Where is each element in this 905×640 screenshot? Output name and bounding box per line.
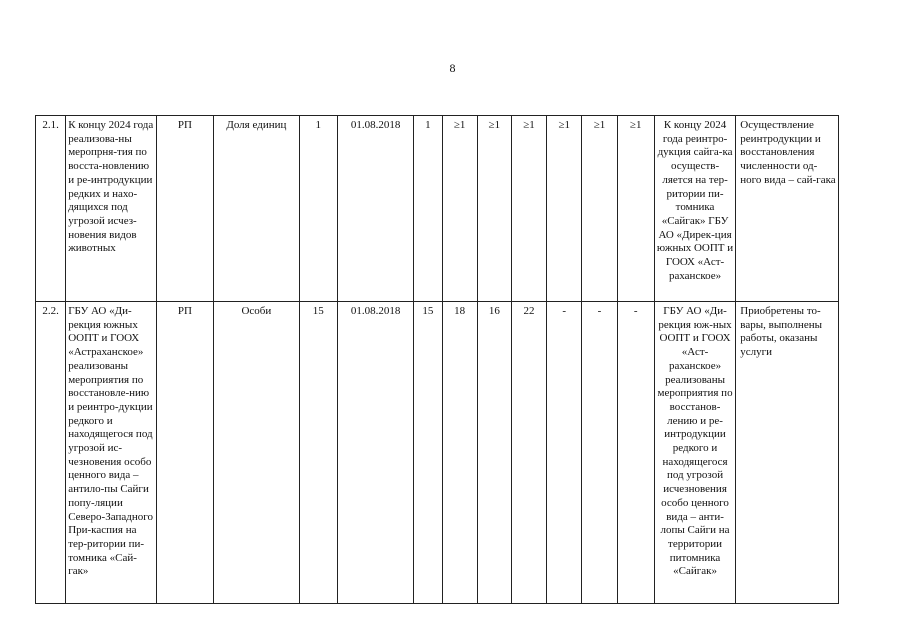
value-cell: - [582, 302, 617, 604]
value-cell: - [617, 302, 654, 604]
type-cell: РП [156, 302, 213, 604]
note-cell: Осуществление реинтродукции и восстановления численности од-ного вида – сай-гака [736, 116, 839, 302]
table-row [36, 116, 839, 302]
row-number: 2.2. [36, 302, 66, 604]
unit-cell: Доля единиц [214, 116, 300, 302]
base-date-cell: 01.08.2018 [337, 116, 413, 302]
value-cell: ≥1 [477, 116, 511, 302]
value-cell: ≥1 [547, 116, 582, 302]
result-cell: ГБУ АО «Ди-рекция юж-ных ООПТ и ГООХ «Аст-раханское» реализованы мероприятия по восстанов-лению и ре-интродукции редкого и находящегося под угрозой исчезновения особо ценного вида – анти-лопы Сайги на территории питомника «Сайгак» [654, 302, 736, 604]
type-cell: РП [156, 116, 213, 302]
page-number: 8 [449, 61, 456, 75]
value-cell: ≥1 [442, 116, 477, 302]
base-date-cell: 01.08.2018 [337, 302, 413, 604]
row-number: 2.1. [36, 116, 66, 302]
base-value-cell: 1 [299, 116, 337, 302]
result-cell: К концу 2024 года реинтро-дукция сайга-ка осуществ-ляется на тер-ритории пи-томника «Сайгак» ГБУ АО «Дирек-ция южных ООПТ и ГООХ «Аст-раханское» [654, 116, 736, 302]
value-cell: 1 [414, 116, 442, 302]
value-cell: 18 [442, 302, 477, 604]
note-cell: Приобретены то-вары, выполнены работы, оказаны услуги [736, 302, 839, 604]
value-cell: - [547, 302, 582, 604]
value-cell: 22 [511, 302, 546, 604]
value-cell: 15 [414, 302, 442, 604]
table-row [36, 302, 839, 604]
value-cell: ≥1 [617, 116, 654, 302]
measures-table [35, 115, 839, 604]
base-value-cell: 15 [299, 302, 337, 604]
unit-cell: Особи [214, 302, 300, 604]
task-cell: ГБУ АО «Ди-рекция южных ООПТ и ГООХ «Астраханское» реализованы мероприятия по восстановле-нию и реинтро-дукции редкого и находящегося под угрозой ис-чезновения особо ценного вида – антило-пы Сайги попу-ляции Северо-Западного При-каспия на тер-ритории пи-томника «Сай-гак» [66, 302, 157, 604]
value-cell: 16 [477, 302, 511, 604]
value-cell: ≥1 [582, 116, 617, 302]
value-cell: ≥1 [511, 116, 546, 302]
task-cell: К концу 2024 года реализова-ны меропрня-тия по восста-новлению и ре-интродукции редких и нахо-дящихся под угрозой исчез-новения видов животных [66, 116, 157, 302]
